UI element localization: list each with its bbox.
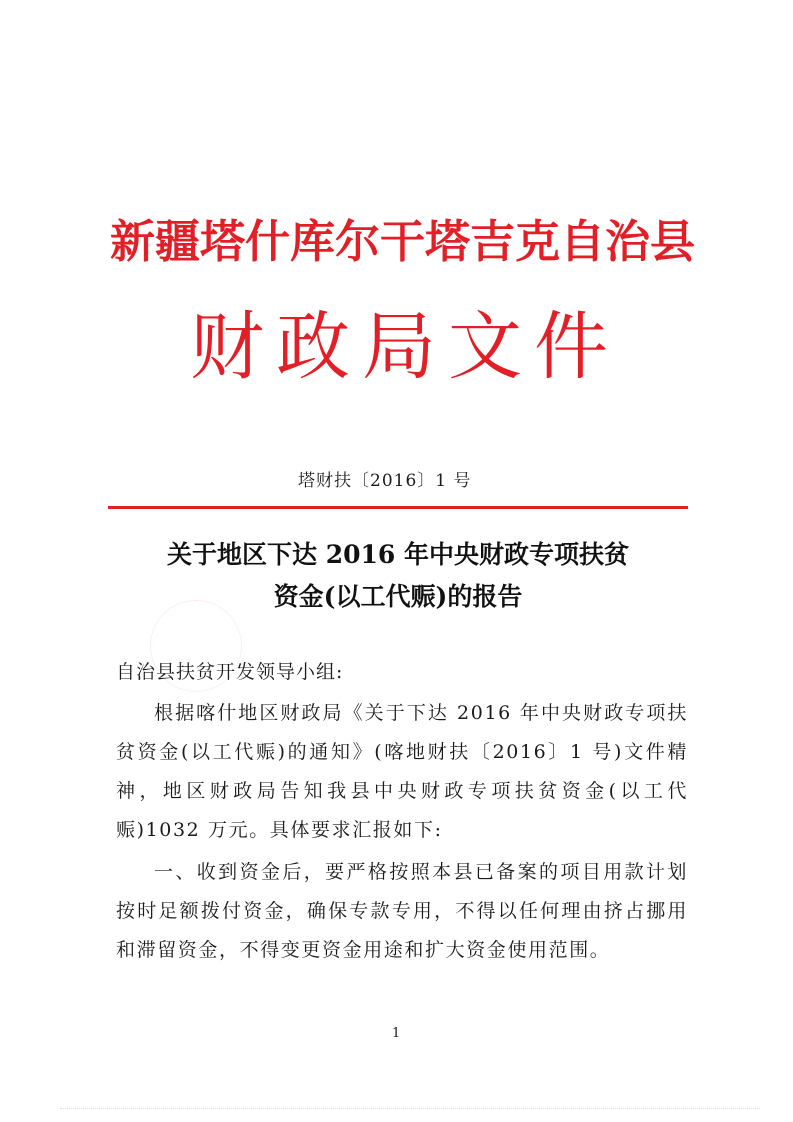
report-title-line1: 关于地区下达 2016 年中央财政专项扶贫 <box>167 540 629 569</box>
scan-edge-artifact <box>60 1108 760 1110</box>
document-type-title: 财政局文件 <box>190 304 620 390</box>
issuer-name: 新疆塔什库尔干塔吉克自治县 <box>110 215 696 268</box>
page-number: 1 <box>392 1026 401 1041</box>
report-title-line2: 资金(以工代赈)的报告 <box>273 582 523 611</box>
report-title <box>108 534 688 618</box>
body-paragraph-1: 根据喀什地区财政局《关于下达 2016 年中央财政专项扶贫资金(以工代赈)的通知》(喀地财扶〔2016〕1 号)文件精神，地区财政局告知我县中央财政专项扶贫资金(以工代赈)1032 万元。具体要求汇报如下: <box>116 702 688 841</box>
red-divider-line <box>108 506 688 509</box>
recipient-line: 自治县扶贫开发领导小组: <box>116 661 344 683</box>
document-number: 塔财扶〔2016〕1 号 <box>298 471 472 491</box>
body-paragraph-2: 一、收到资金后，要严格按照本县已备案的项目用款计划按时足额拨付资金，确保专款专用，不得以任何理由挤占挪用和滞留资金，不得变更资金用途和扩大资金使用范围。 <box>116 861 688 961</box>
